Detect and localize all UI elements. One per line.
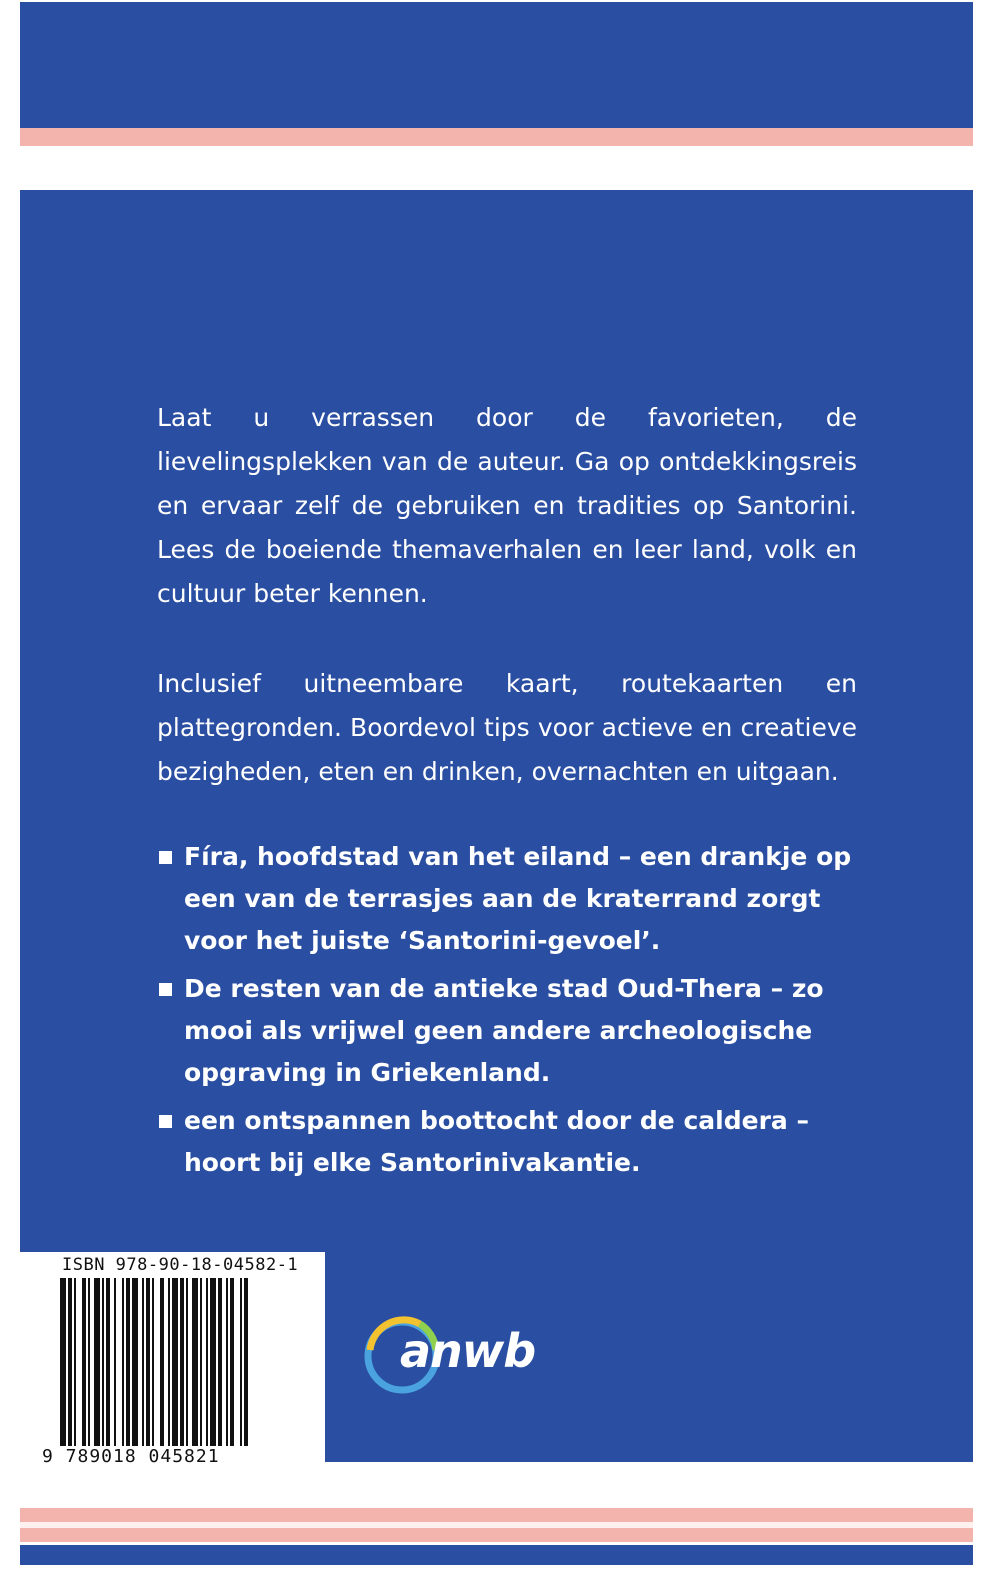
description-paragraph-1 — [157, 396, 857, 616]
square-bullet-icon — [159, 1115, 172, 1128]
highlight-item — [157, 836, 857, 962]
top-pink-stripe — [20, 128, 973, 146]
highlight-item — [157, 968, 857, 1094]
description-paragraph-2-text: Inclusief uitneembare kaart, routekaarten en plattegronden. Boordevol tips voor actieve en creatieve bezigheden, eten en drinken, overnachten en uitgaan. — [157, 669, 857, 786]
barcode-digits: 9 789018 045821 — [42, 1446, 220, 1467]
highlights-list — [157, 836, 857, 1190]
highlight-item — [157, 1100, 857, 1184]
highlight-text: een ontspannen boottocht door de caldera – hoort bij elke Santorinivakantie. — [184, 1106, 809, 1177]
isbn-label: ISBN 978-90-18-04582-1 — [62, 1255, 299, 1275]
highlight-text: De resten van de antieke stad Oud-Thera – zo mooi als vrijwel geen andere archeologische opgraving in Griekenland. — [184, 974, 824, 1087]
anwb-logo — [360, 1310, 550, 1400]
highlight-text: Fíra, hoofdstad van het eiland – een drankje op een van de terrasjes aan de kraterrand zorgt voor het juiste ‘Santorini-gevoel’. — [184, 842, 852, 955]
top-blue-band — [20, 2, 973, 128]
bottom-blue-band — [20, 1545, 973, 1565]
square-bullet-icon — [159, 983, 172, 996]
bottom-pink-stripe-1 — [20, 1508, 973, 1522]
square-bullet-icon — [159, 851, 172, 864]
description-paragraph-1-text: Laat u verrassen door de favorieten, de lievelingsplekken van de auteur. Ga op ontdekkingsreis en ervaar zelf de gebruiken en tradities op Santorini. Lees de boeiende themaverhalen en leer land, volk en cultuur beter kennen. — [157, 403, 857, 608]
barcode-box — [20, 1252, 325, 1470]
anwb-logo-text: anwb — [400, 1324, 536, 1378]
description-paragraph-2 — [157, 662, 857, 794]
barcode-icon — [60, 1278, 310, 1446]
bottom-pink-stripe-2 — [20, 1528, 973, 1542]
